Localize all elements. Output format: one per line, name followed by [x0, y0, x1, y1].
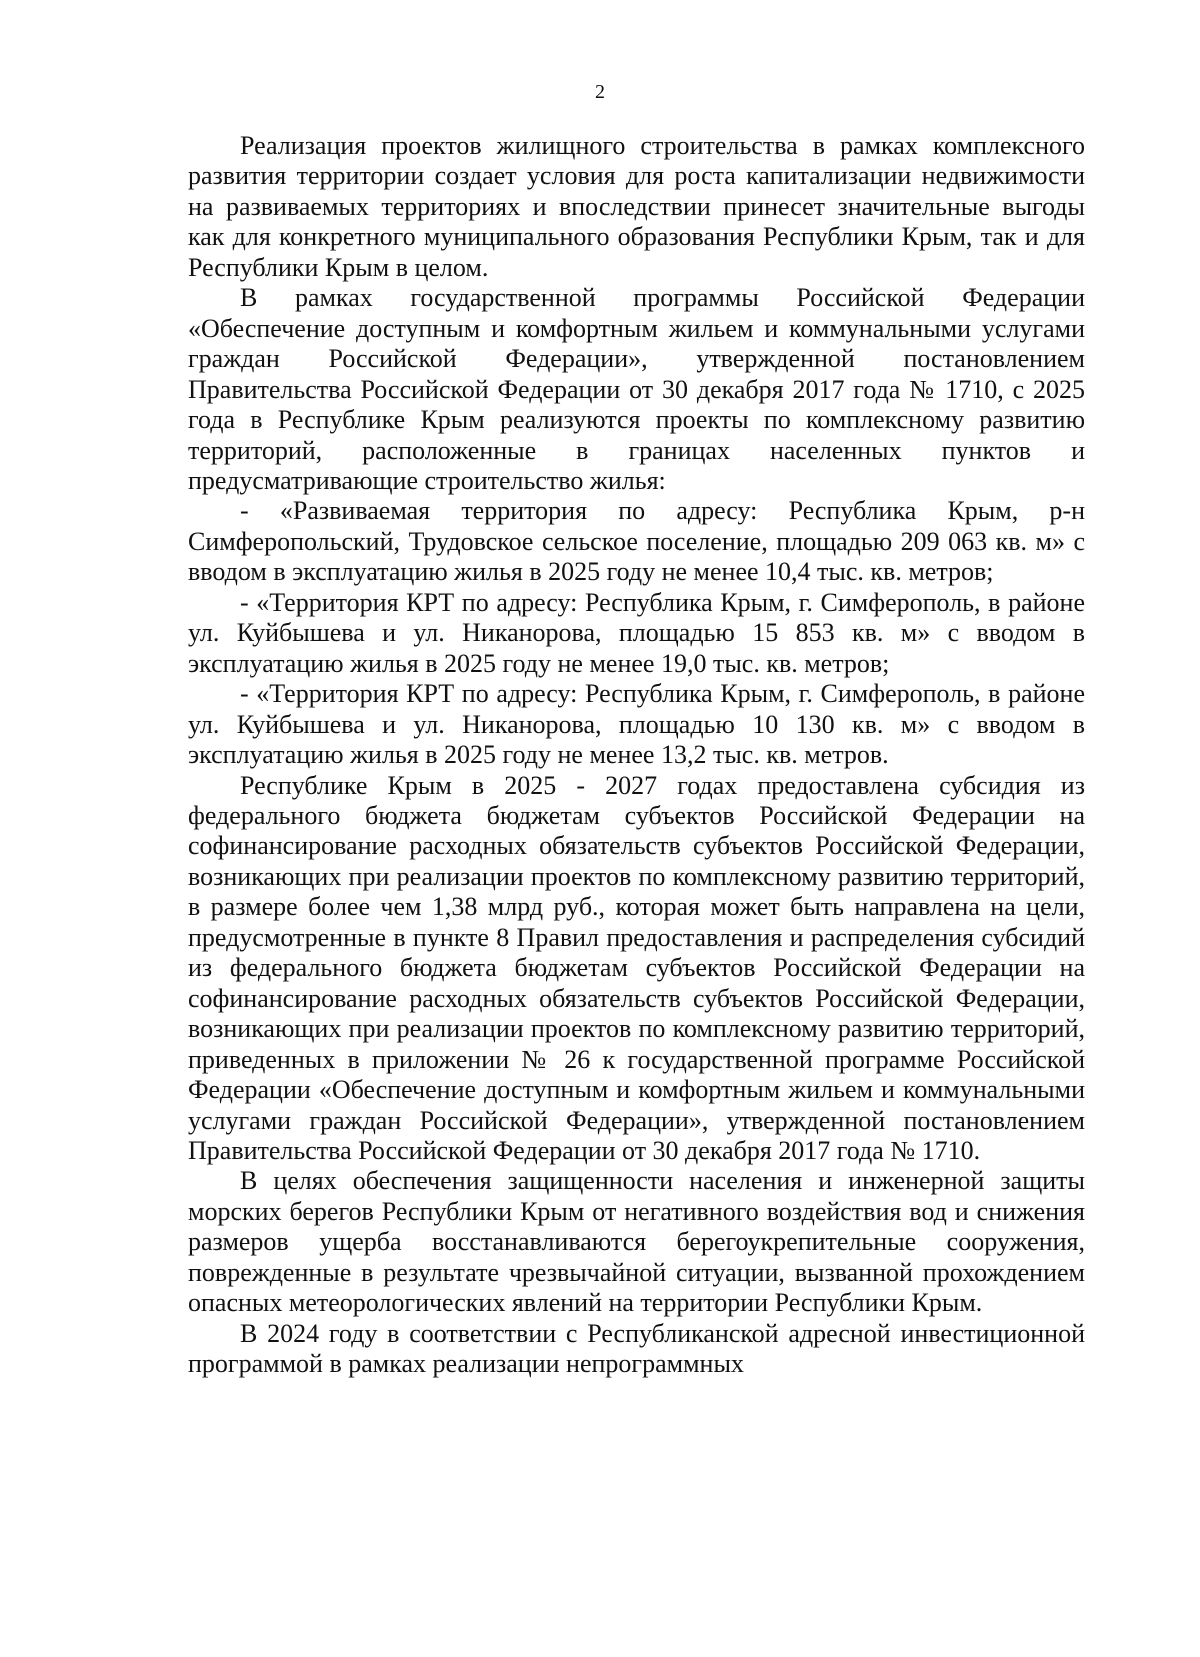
list-item-1: - «Развиваемая территория по адресу: Республика Крым, р-н Симферопольский, Трудовское сельское поселение, площадью 209 063 кв. м» с вводом в эксплуатацию жилья в 2025 году не менее 10,4 тыс. кв. метров; [188, 496, 1085, 587]
page-number: 2 [595, 81, 605, 103]
paragraph-1: Реализация проектов жилищного строительства в рамках комплексного развития территории создает условия для роста капитализации недвижимости на развиваемых территориях и впоследствии принесет значительные выгоды как для конкретного муниципального образования Республики Крым, так и для Республики Крым в целом. [188, 131, 1085, 282]
paragraph-2: В рамках государственной программы Российской Федерации «Обеспечение доступным и комфортным жильем и коммунальными услугами граждан Российской Федерации», утвержденной постановлением Правительства Российской Федерации от 30 декабря 2017 года № 1710, с 2025 года в Республике Крым реализуются проекты по комплексному развитию территорий, расположенные в границах населенных пунктов и предусматривающие строительство жилья: [188, 283, 1085, 495]
paragraph-4: В целях обеспечения защищенности населения и инженерной защиты морских берегов Республики Крым от негативного воздействия вод и снижения размеров ущерба восстанавливаются берегоукрепительные сооружения, поврежденные в результате чрезвычайной ситуации, вызванной прохождением опасных метеорологических явлений на территории Республики Крым. [188, 1166, 1085, 1318]
paragraph-5: В 2024 году в соответствии с Республиканской адресной инвестиционной программой в рамках реализации непрограммных [188, 1318, 1085, 1379]
list-item-3: - «Территория КРТ по адресу: Республика Крым, г. Симферополь, в районе ул. Куйбышева и ул. Никанорова, площадью 10 130 кв. м» с вводом в эксплуатацию жилья в 2025 году не менее 13,2 тыс. кв. метров. [188, 679, 1085, 770]
paragraph-3: Республике Крым в 2025 - 2027 годах предоставлена субсидия из федерального бюджета бюджетам субъектов Российской Федерации на софинансирование расходных обязательств субъектов Российской Федерации, возникающих при реализации проектов по комплексному развитию территорий, в размере более чем 1,38 млрд руб., которая может быть направлена на цели, предусмотренные в пункте 8 Правил предоставления и распределения субсидий из федерального бюджета бюджетам субъектов Российской Федерации на софинансирование расходных обязательств субъектов Российской Федерации, возникающих при реализации проектов по комплексному развитию территорий, приведенных в приложении № 26 к государственной программе Российской Федерации «Обеспечение доступным и комфортным жильем и коммунальными услугами граждан Российской Федерации», утвержденной постановлением Правительства Российской Федерации от 30 декабря 2017 года № 1710. [188, 770, 1085, 1165]
document-body [188, 131, 1085, 1380]
list-item-2: - «Территория КРТ по адресу: Республика Крым, г. Симферополь, в районе ул. Куйбышева и ул. Никанорова, площадью 15 853 кв. м» с вводом в эксплуатацию жилья в 2025 году не менее 19,0 тыс. кв. метров; [188, 587, 1085, 678]
